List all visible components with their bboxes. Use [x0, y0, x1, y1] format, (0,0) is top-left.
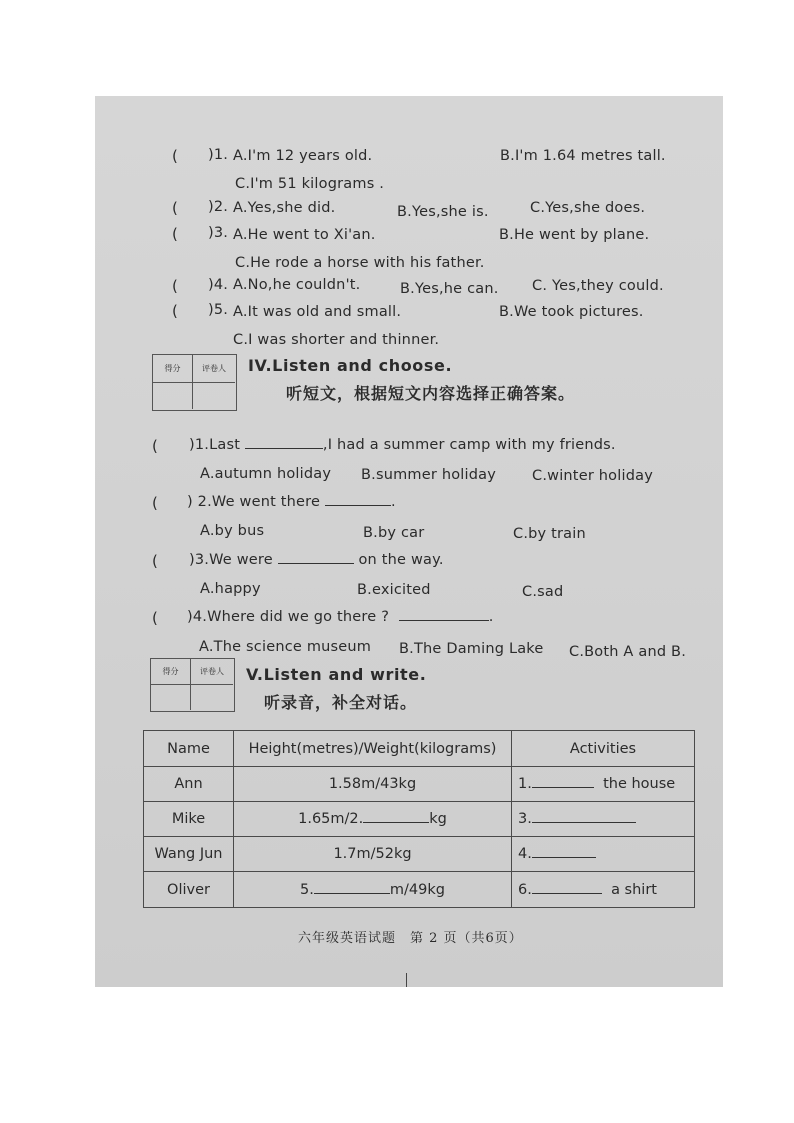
answer-paren: (: [172, 199, 178, 217]
hw-value: 1.65m/2.: [298, 811, 364, 827]
answer-blank[interactable]: [399, 620, 489, 621]
answer-blank[interactable]: [532, 822, 636, 823]
answer-paren: (: [152, 609, 158, 627]
answer-paren: (: [172, 277, 178, 295]
answer-blank[interactable]: [532, 893, 602, 894]
option-b: B.Yes,she is.: [397, 204, 489, 220]
option-c: C.I'm 51 kilograms .: [235, 176, 385, 192]
binding-mark: [406, 973, 407, 987]
question-stem: [187, 609, 494, 625]
stem-end: .: [390, 494, 396, 510]
header-height-weight: Height(metres)/Weight(kilograms): [234, 731, 512, 767]
activity-text: the house: [603, 776, 676, 792]
answer-blank[interactable]: [314, 893, 390, 894]
score-box: [150, 658, 235, 712]
score-cell: [151, 685, 191, 710]
option-c: C.I was shorter and thinner.: [233, 332, 440, 348]
stem-start: ) 2.We went there: [187, 494, 321, 510]
option-c: C.winter holiday: [532, 468, 653, 484]
answer-paren: (: [172, 302, 178, 320]
score-label: 得分: [153, 355, 193, 383]
stem-start: )4.Where did we go there ?: [187, 609, 390, 625]
table-row: [144, 872, 695, 908]
question-stem: [187, 494, 396, 510]
activity-number: 1.: [518, 776, 532, 792]
option-c: C.by train: [513, 526, 586, 542]
activity-cell: [512, 802, 695, 837]
height-weight-cell: [234, 872, 512, 908]
hw-unit: m/49kg: [389, 881, 445, 898]
option-b: B.I'm 1.64 metres tall.: [500, 148, 666, 164]
header-activities: Activities: [512, 731, 695, 767]
activity-number: 4.: [518, 846, 532, 862]
activity-number: 6.: [518, 881, 532, 898]
activity-cell: [512, 872, 695, 908]
option-c: C.He rode a horse with his father.: [235, 255, 485, 271]
option-a: A.by bus: [200, 523, 265, 539]
answer-paren: (: [152, 494, 158, 512]
answer-blank[interactable]: [245, 448, 323, 449]
question-number: )2.: [208, 199, 229, 215]
option-b: B.exicited: [357, 582, 431, 598]
option-b: B.He went by plane.: [499, 227, 650, 243]
answer-blank[interactable]: [532, 857, 596, 858]
question-number: )1.: [208, 147, 229, 163]
activity-cell: [512, 837, 695, 872]
table-row: [144, 837, 695, 872]
option-a: A.It was old and small.: [233, 304, 402, 320]
question-number: )4.: [208, 277, 229, 293]
activity-cell: [512, 767, 695, 802]
option-a: A.No,he couldn't.: [233, 277, 361, 293]
hw-value: 1.58m/43kg: [328, 776, 417, 792]
question-stem: [189, 437, 616, 453]
option-b: B.Yes,he can.: [400, 281, 499, 297]
hw-number: 5.: [300, 881, 314, 898]
section-subtitle: 听录音，补全对话。: [264, 693, 418, 712]
stem-end: .: [488, 609, 494, 625]
option-a: A.autumn holiday: [200, 466, 332, 482]
hw-unit: kg: [429, 811, 447, 827]
answer-table: [143, 730, 695, 908]
option-a: A.I'm 12 years old.: [233, 148, 373, 164]
option-b: B.The Daming Lake: [399, 641, 544, 657]
height-weight-cell: [234, 767, 512, 802]
answer-paren: (: [152, 437, 158, 455]
answer-blank[interactable]: [325, 505, 391, 506]
question-number: )3.: [208, 225, 229, 241]
option-b: B.We took pictures.: [499, 304, 644, 320]
option-a: A.The science museum: [199, 639, 372, 655]
question-stem: [189, 552, 444, 568]
grader-label: 评卷人: [193, 355, 235, 383]
answer-paren: (: [152, 552, 158, 570]
option-a: A.He went to Xi'an.: [233, 227, 376, 243]
answer-blank[interactable]: [363, 822, 429, 823]
option-c: C.sad: [522, 584, 564, 600]
option-c: C.Both A and B.: [569, 644, 687, 660]
stem-start: )1.Last: [189, 437, 241, 453]
section-subtitle: 听短文，根据短文内容选择正确答案。: [286, 384, 576, 403]
grader-label: 评卷人: [191, 659, 233, 685]
exam-page: [95, 96, 723, 987]
answer-paren: (: [172, 225, 178, 243]
answer-blank[interactable]: [532, 787, 594, 788]
stem-end: ,I had a summer camp with my friends.: [322, 437, 616, 453]
option-b: B.summer holiday: [361, 467, 497, 483]
stem-start: )3.We were: [189, 552, 273, 568]
score-cell: [153, 383, 193, 409]
name-cell: Oliver: [144, 872, 234, 908]
height-weight-cell: [234, 802, 512, 837]
answer-paren: (: [172, 147, 178, 165]
height-weight-cell: [234, 837, 512, 872]
section-title: V.Listen and write.: [246, 665, 427, 684]
table-row: [144, 767, 695, 802]
stem-end: on the way.: [358, 552, 444, 568]
score-label: 得分: [151, 659, 191, 685]
activity-number: 3.: [518, 811, 532, 827]
section-title: IV.Listen and choose.: [248, 356, 453, 375]
activity-text: a shirt: [611, 881, 657, 898]
option-c: C.Yes,she does.: [530, 200, 646, 216]
score-box: [152, 354, 237, 411]
answer-blank[interactable]: [278, 563, 354, 564]
page-footer: 六年级英语试题 第 2 页（共6页）: [298, 931, 523, 946]
table-row: [144, 802, 695, 837]
name-cell: Wang Jun: [144, 837, 234, 872]
option-c: C. Yes,they could.: [532, 278, 664, 294]
question-number: )5.: [208, 302, 229, 318]
name-cell: Ann: [144, 767, 234, 802]
option-a: A.happy: [200, 581, 261, 597]
option-b: B.by car: [363, 525, 425, 541]
name-cell: Mike: [144, 802, 234, 837]
hw-value: 1.7m/52kg: [333, 846, 412, 862]
header-name: Name: [144, 731, 234, 767]
option-a: A.Yes,she did.: [233, 200, 336, 216]
